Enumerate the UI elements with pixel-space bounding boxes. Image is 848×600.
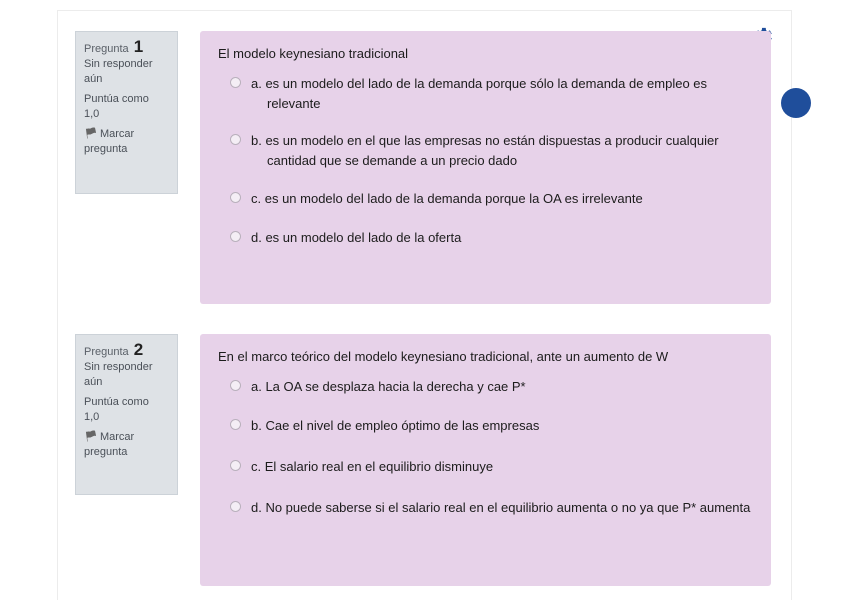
question-label: Pregunta <box>84 346 129 358</box>
question-info-1 <box>75 31 178 194</box>
question-state: Sin responder aún <box>84 58 153 85</box>
answer-text: c. es un modelo del lado de la demanda porque la OA es irrelevante <box>251 191 643 206</box>
radio-button[interactable] <box>230 460 241 471</box>
grade-value: 1,0 <box>84 108 100 120</box>
question-label: Pregunta <box>84 43 129 55</box>
answer-text: c. El salario real en el equilibrio disminuye <box>251 459 494 474</box>
radio-button[interactable] <box>230 192 241 203</box>
answer-option-b[interactable] <box>218 416 753 436</box>
question-box-1 <box>200 31 771 304</box>
radio-button[interactable] <box>230 77 241 88</box>
question-number: 2 <box>133 340 144 359</box>
radio-button[interactable] <box>230 419 241 430</box>
answer-text: a. es un modelo del lado de la demanda porque sólo la demanda de empleo es relevante <box>251 76 708 111</box>
block-toggle-button[interactable] <box>781 88 811 118</box>
flag-question-link[interactable] <box>84 430 171 460</box>
radio-button[interactable] <box>230 134 241 145</box>
radio-button[interactable] <box>230 501 241 512</box>
answer-option-b[interactable] <box>218 131 753 171</box>
answer-option-c[interactable] <box>218 189 753 209</box>
question-text: El modelo keynesiano tradicional <box>218 46 409 61</box>
flag-icon: 🏴︎ <box>84 431 98 443</box>
question-number: 1 <box>133 37 144 56</box>
radio-button[interactable] <box>230 231 241 242</box>
grade-value: 1,0 <box>84 411 100 423</box>
answer-text: a. La OA se desplaza hacia la derecha y cae P* <box>251 379 526 394</box>
question-text: En el marco teórico del modelo keynesiano tradicional, ante un aumento de W <box>218 349 669 364</box>
grade-label: Puntúa como <box>84 93 149 105</box>
flag-icon: 🏴︎ <box>84 128 98 140</box>
answer-option-a[interactable] <box>218 74 753 114</box>
answer-option-c[interactable] <box>218 457 753 477</box>
answer-option-d[interactable] <box>218 498 753 518</box>
question-box-2 <box>200 334 771 586</box>
answer-text: b. es un modelo en el que las empresas no están dispuestas a producir cualquier cantidad que se demande a un precio dado <box>251 133 719 168</box>
question-info-2 <box>75 334 178 495</box>
grade-label: Puntúa como <box>84 396 149 408</box>
answer-text: d. No puede saberse si el salario real en el equilibrio aumenta o no ya que P* aumenta <box>251 500 751 515</box>
answer-text: d. es un modelo del lado de la oferta <box>251 230 462 245</box>
answer-text: b. Cae el nivel de empleo óptimo de las empresas <box>251 418 540 433</box>
radio-button[interactable] <box>230 380 241 391</box>
question-state: Sin responder aún <box>84 361 153 388</box>
flag-label: Marcar pregunta <box>84 128 135 155</box>
flag-label: Marcar pregunta <box>84 431 135 458</box>
flag-question-link[interactable] <box>84 127 171 157</box>
answer-option-d[interactable] <box>218 228 753 248</box>
answer-option-a[interactable] <box>218 377 753 397</box>
